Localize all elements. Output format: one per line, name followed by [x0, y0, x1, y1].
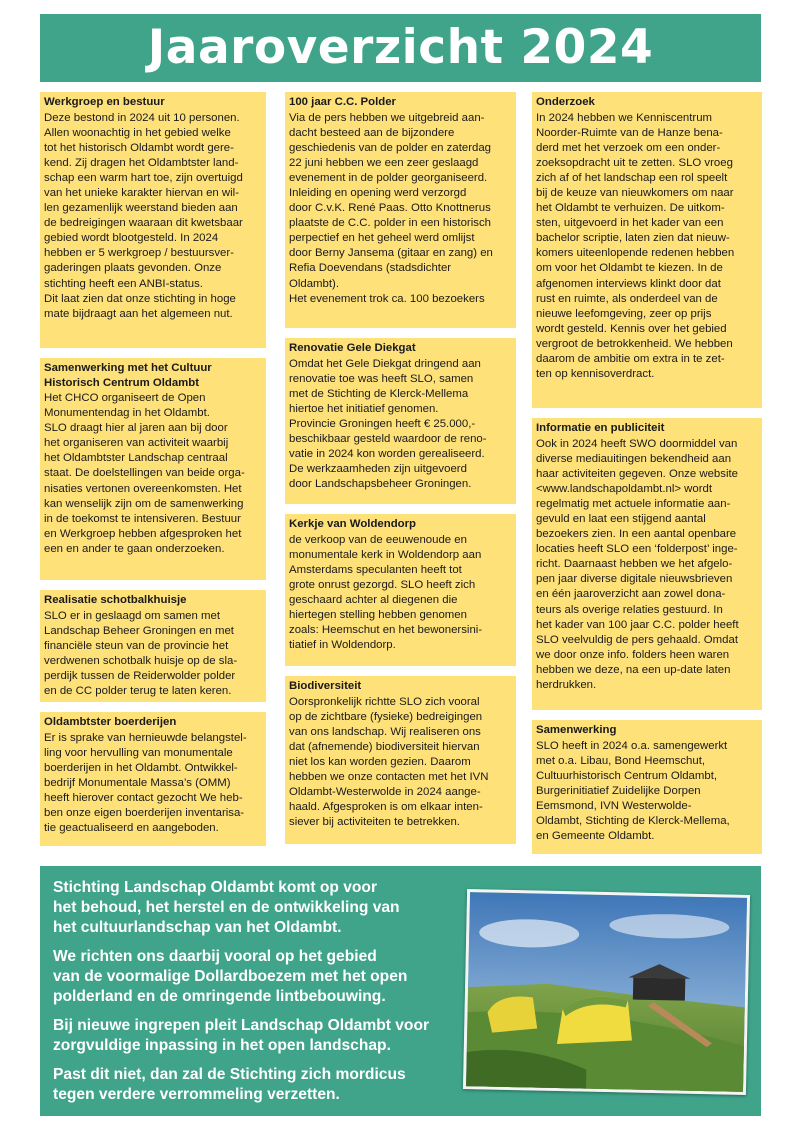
card-body: SLO heeft in 2024 o.a. samengewerkt met o.a. Libau, Bond Heemschut, Cultuurhistorisch Centrum Oldambt, Burgerinitiatief Zuidelijke Dorpen Eemsmond, IVN Westerwolde- Oldambt, Stichting de Klerck-Mellema, en Gemeente Oldambt.: [536, 739, 730, 843]
card-body: Omdat het Gele Diekgat dringend aan renovatie toe was heeft SLO, samen met de Stichting de Klerck-Mellema hiertoe het initiatief genomen. Provincie Groningen heeft € 25.000,- beschikbaar gesteld waardoor de reno- vatie in 2024 kon worden gerealiseerd. De werkzaamheden zijn uitgevoerd door Landschapsbeheer Groningen.: [289, 357, 487, 491]
card-renovatie-gele-diekgat: [285, 338, 516, 504]
card-werkgroep-en-bestuur: [40, 92, 266, 348]
card-heading: 100 jaar C.C. Polder: [289, 96, 396, 108]
card-heading: Biodiversiteit: [289, 680, 362, 692]
mission-statement-text: [53, 878, 453, 1114]
card-body: In 2024 hebben we Kenniscentrum Noorder-Ruimte van de Hanze bena- derd met het verzoek om een onder- zoeksopdracht uit te zetten. SLO vroeg zich af of het landschap een rol speelt bij de keuze van nieuwkomers om naar het Oldambt te verhuizen. De uitkom- sten, uitgevoerd in het kader van een bachelor scriptie, laten zien dat nieuw- komers uiteenlopende redenen hebben om voor het Oldambt te kiezen. In de afgenomen interviews klinkt door dat rust en ruimte, als onderdeel van de nieuwe leefomgeving, zeer op prijs wordt gesteld. Kennis over het gebied vergroot de betrokkenheid. We hebben daarom de ambitie om extra in te zet- ten op kennisoverdract.: [536, 111, 735, 381]
card-heading: Samenwerking met het Cultuur Historisch Centrum Oldambt: [44, 362, 212, 389]
card-onderzoek: [532, 92, 762, 408]
card-body: Oorspronkelijk richtte SLO zich vooral op de zichtbare (fysieke) bedreigingen van ons landschap. Wij realiseren ons dat (afnemende) biodiversiteit hiervan niet los kan worden gezien. Daarom hebben we onze contacten met het IVN Oldambt-Westerwolde in 2024 aange- haald. Afgesproken is om elkaar inten- siever bij activiteiten te betrekken.: [289, 695, 489, 829]
mission-paragraph: Stichting Landschap Oldambt komt op voor het behoud, het herstel en de ontwikkeling van het cultuurlandschap van het Oldambt.: [53, 879, 400, 936]
card-body: Deze bestond in 2024 uit 10 personen. Allen woonachtig in het gebied welke tot het historisch Oldambt wordt gere- kend. Zij dragen het Oldambtster land- schap een warm hart toe, zijn overtuigd van het unieke karakter hiervan en wil- len gezamenlijk weerstand bieden aan de bedreigingen waaraan dit kwetsbaar gebied wordt blootgesteld. In 2024 hebben er 5 werkgroep / bestuursver- gaderingen plaats gevonden. Onze stichting heeft een ANBI-status. Dit laat zien dat onze stichting in hoge mate bijdraagt aan het algemeen nut.: [44, 111, 243, 320]
mission-paragraph: Bij nieuwe ingrepen pleit Landschap Oldambt voor zorgvuldige inpassing in het open landschap.: [53, 1017, 430, 1054]
card-body: SLO er in geslaagd om samen met Landschap Beheer Groningen en met financiële steun van de provincie het verdwenen schotbalk huisje op de sla- perdijk tussen de Reiderwolder polder en de CC polder terug te laten keren.: [44, 609, 238, 697]
card-body: Het CHCO organiseert de Open Monumentendag in het Oldambt. SLO draagt hier al jaren aan bij door het organiseren van activiteit waarbij het Oldambtster Landschap centraal staat. De doelstellingen van beide orga- nisaties vertonen overeenkomsten. Het kan wenselijk zijn om de samenwerking in de toekomst te intensiveren. Bestuur en Werkgroep hebben afgesproken het een en ander te gaan onderzoeken.: [44, 392, 245, 555]
landscape-photo-illustration: [466, 892, 750, 1095]
card-heading: Kerkje van Woldendorp: [289, 518, 417, 530]
card-heading: Renovatie Gele Diekgat: [289, 342, 416, 354]
card-100-jaar-cc-polder: [285, 92, 516, 328]
card-heading: Realisatie schotbalkhuisje: [44, 594, 187, 606]
page-title: Jaaroverzicht 2024: [40, 14, 761, 82]
card-samenwerking-chco: [40, 358, 266, 580]
card-heading: Samenwerking: [536, 724, 617, 736]
card-body: Via de pers hebben we uitgebreid aan- dacht besteed aan de bijzondere geschiedenis van de polder en zaterdag 22 juni hebben we een zeer geslaagd evenement in de polder georganiseerd. Inleiding en opening werd verzorgd door C.v.K. René Paas. Otto Knottnerus plaatste de C.C. polder in een historisch perpectief en het geheel werd omlijst door Berny Jansema (gitaar en zang) en Refia Doevendans (stadsdichter Oldambt). Het evenement trok ca. 100 bezoekers: [289, 111, 493, 305]
card-samenwerking: [532, 720, 762, 854]
column-left: [40, 92, 266, 856]
card-heading: Oldambtster boerderijen: [44, 716, 177, 728]
card-kerkje-van-woldendorp: [285, 514, 516, 666]
card-informatie-en-publiciteit: [532, 418, 762, 710]
column-middle: [285, 92, 516, 854]
card-body: Er is sprake van hernieuwde belangstel- ling voor hervulling van monumentale boerderijen in het Oldambt. Ontwikkel- bedrijf Monumentale Massa’s (OMM) heeft hierover contact gezocht We heb- ben onze eigen boerderijen inventarisa- tie geactualiseerd en aangeboden.: [44, 731, 247, 835]
mission-statement-panel: [40, 866, 761, 1116]
card-realisatie-schotbalkhuisje: [40, 590, 266, 702]
card-heading: Informatie en publiciteit: [536, 422, 665, 434]
card-heading: Onderzoek: [536, 96, 595, 108]
card-biodiversiteit: [285, 676, 516, 844]
card-oldambtster-boerderijen: [40, 712, 266, 846]
card-body: de verkoop van de eeuwenoude en monumentale kerk in Woldendorp aan Amsterdams speculanten heeft tot grote onrust gezorgd. SLO heeft zich geschaard achter al diegenen die hiertegen stelling hebben genomen zoals: Heemschut en het bewonersini- tiatief in Woldendorp.: [289, 533, 483, 652]
mission-paragraph: Past dit niet, dan zal de Stichting zich mordicus tegen verdere verrommeling verzetten.: [53, 1066, 406, 1103]
column-right: [532, 92, 762, 864]
card-body: Ook in 2024 heeft SWO doormiddel van diverse mediauitingen bekendheid aan haar activiteiten gegeven. Onze website <www.landschapoldambt.nl> wordt regelmatig met actuele informatie aan- gevuld en laat een stijgend aantal bezoekers zien. In een aantal openbare locaties heeft SLO een ‘folderpost’ inge- richt. Daarnaast hebben we het afgelo- pen jaar diverse digitale nieuwsbrieven en één jaaroverzicht aan zowel dona- teurs als overige relaties gestuurd. In het kader van 100 jaar C.C. polder heeft SLO veelvuldig de pers gehaald. Omdat we door onze info. folders heen waren hebben we deze, na een up-date laten herdrukken.: [536, 437, 739, 691]
landscape-photo: [463, 889, 750, 1095]
card-heading: Werkgroep en bestuur: [44, 96, 165, 108]
mission-paragraph: We richten ons daarbij vooral op het gebied van de voormalige Dollardboezem met het open polderland en de omringende lintbebouwing.: [53, 948, 408, 1005]
